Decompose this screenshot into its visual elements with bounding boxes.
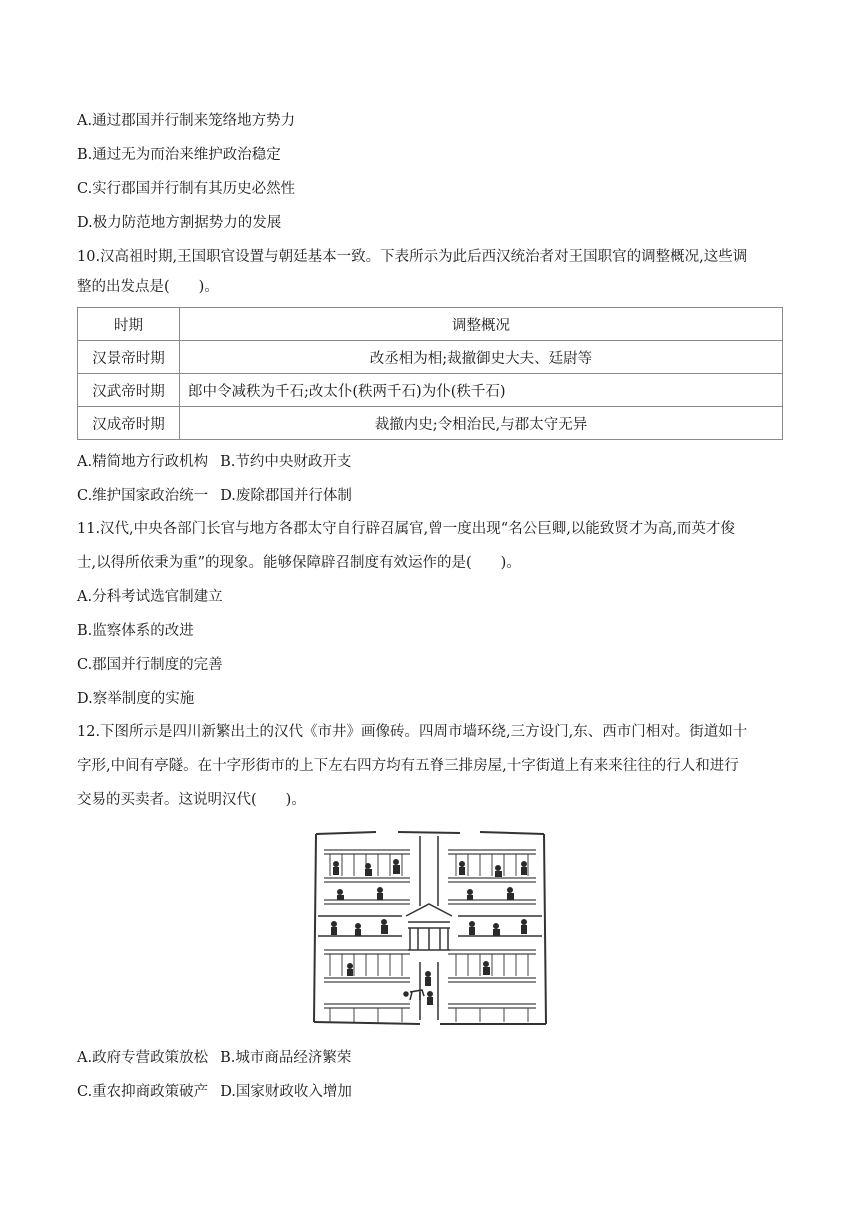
q10-options-row2 [77,486,352,506]
q10-stem-line1: 10.汉高祖时期,王国职官设置与朝廷基本一致。下表所示为此后西汉统治者对王国职官的调整概况,这些调 [77,249,748,265]
table-cell-summary: 郎中令减秩为千石;改太仆(秩两千石)为仆(秩千石) [180,374,783,407]
table-row [78,407,783,440]
q10-option-c: C.维护国家政治统一 [77,488,209,504]
q12-options-row2 [77,1082,352,1102]
q10-stem-line2: 整的出发点是( )。 [77,279,219,295]
table-cell-summary: 改丞相为相;裁撤御史大夫、廷尉等 [180,341,783,374]
q11-option-c: C.郡国并行制度的完善 [77,657,223,673]
q11-option-d: D.察举制度的实施 [77,691,195,707]
table-cell-period: 汉成帝时期 [78,407,180,440]
q10-option-a: A.精简地方行政机构 [77,454,209,470]
q10-options-row1 [77,452,351,472]
table-header-summary: 调整概况 [180,308,783,341]
q12-stem-line1: 12.下图所示是四川新繁出土的汉代《市井》画像砖。四周市墙环绕,三方设门,东、西市门相对。街道如十 [77,724,748,740]
q10-option-d: D.废除郡国并行体制 [220,488,352,504]
table-row [78,374,783,407]
q9-option-c: C.实行郡国并行制有其历史必然性 [77,181,296,197]
table-cell-period: 汉武帝时期 [78,374,180,407]
q12-option-a: A.政府专营政策放松 [77,1050,209,1066]
q11-option-b: B.监察体系的改进 [77,623,194,639]
table-header-row [78,308,783,341]
q11-stem-line1: 11.汉代,中央各部门长官与地方各郡太守自行辟召属官,曾一度出现“名公巨卿,以能致贤才为高,而英才俊 [77,521,735,537]
q9-option-d: D.极力防范地方割据势力的发展 [77,215,282,231]
q12-option-c: C.重农抑商政策破产 [77,1084,209,1100]
q12-stem-line3: 交易的买卖者。这说明汉代( )。 [77,792,306,808]
q12-option-b: B.城市商品经济繁荣 [220,1050,352,1066]
q12-options-row1 [77,1048,351,1068]
q10-table [77,307,783,440]
q9-option-b: B.通过无为而治来维护政治稳定 [77,147,281,163]
table-cell-summary: 裁撤内史;令相治民,与郡太守无异 [180,407,783,440]
q10-option-b: B.节约中央财政开支 [220,454,352,470]
q11-stem-line2: 士,以得所依秉为重”的现象。能够保障辟召制度有效运作的是( )。 [77,555,521,571]
table-row [78,341,783,374]
q12-stem-line2: 字形,中间有亭隧。在十字形街市的上下左右四方均有五脊三排房屋,十字街道上有来来往往的行人和进行 [77,758,739,774]
q9-option-a: A.通过郡国并行制来笼络地方势力 [77,113,296,129]
market-brick-relief-image [310,824,550,1030]
q11-option-a: A.分科考试选官制建立 [77,589,223,605]
q12-option-d: D.国家财政收入增加 [220,1084,352,1100]
table-cell-period: 汉景帝时期 [78,341,180,374]
table-header-period: 时期 [78,308,180,341]
